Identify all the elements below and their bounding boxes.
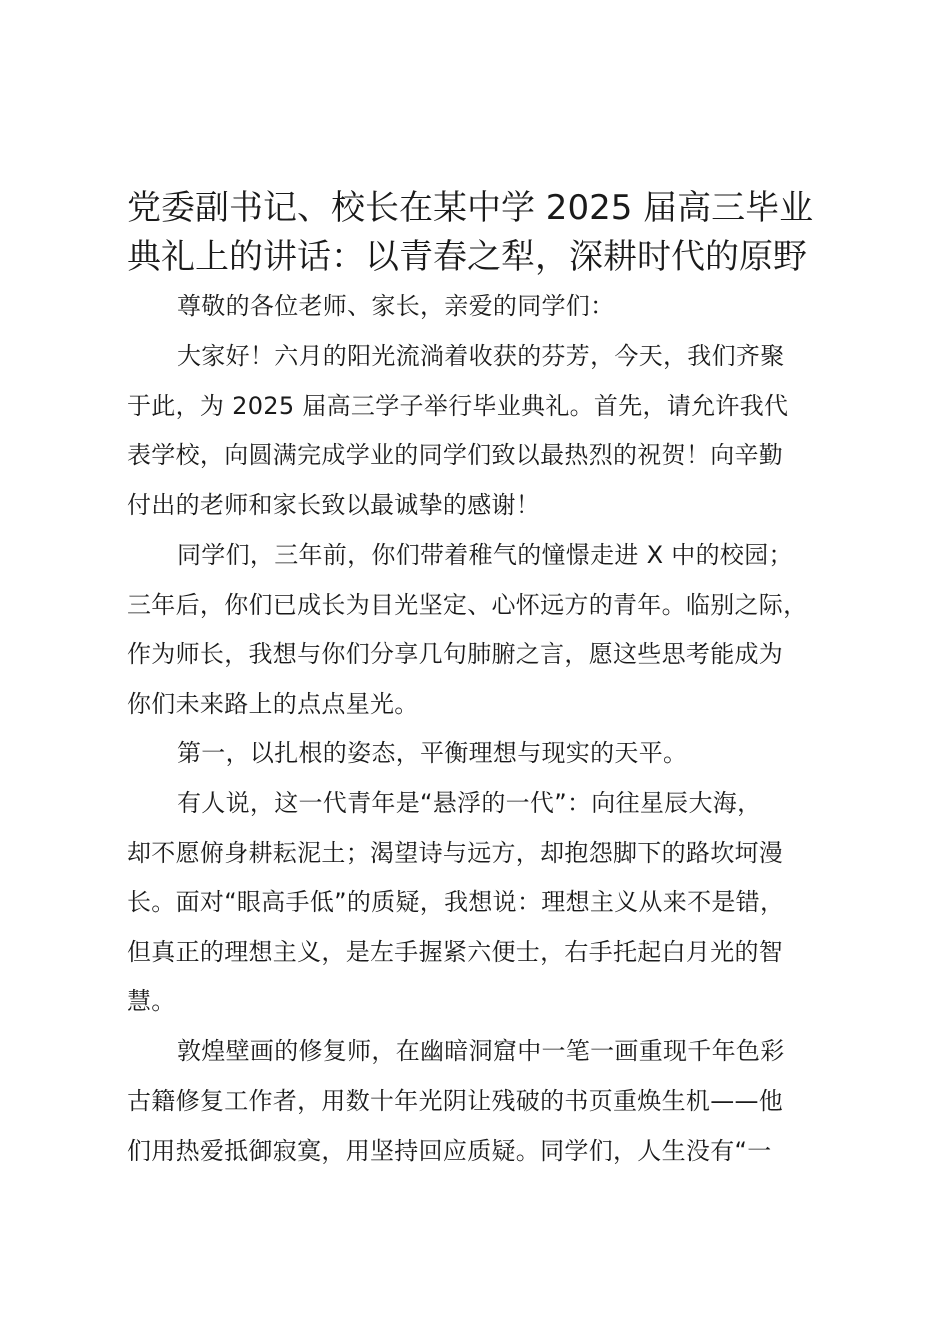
paragraph-line: 作为师长，我想与你们分享几句肺腑之言，愿这些思考能成为 — [127, 640, 784, 668]
paragraph-line: 于此，为 2025 届高三学子举行毕业典礼。首先，请允许我代 — [127, 392, 789, 420]
paragraph-line: 有人说，这一代青年是“悬浮的一代”：向往星辰大海， — [177, 789, 762, 817]
paragraph-line: 大家好！六月的阳光流淌着收获的芬芳，今天，我们齐聚 — [177, 342, 785, 370]
paragraph-line: 却不愿俯身耕耘泥土；渴望诗与远方，却抱怨脚下的路坎坷漫 — [127, 839, 784, 867]
paragraph-line: 三年后，你们已成长为目光坚定、心怀远方的青年。临别之际， — [127, 591, 808, 619]
paragraph-line: 付出的老师和家长致以最诚挚的感谢！ — [127, 491, 541, 519]
section-heading: 第一，以扎根的姿态，平衡理想与现实的天平。 — [177, 739, 688, 767]
document-title-line-2: 典礼上的讲话：以青春之犁，深耕时代的原野 — [127, 237, 807, 277]
paragraph-line: 但真正的理想主义，是左手握紧六便士，右手托起白月光的智 — [127, 938, 784, 966]
paragraph-line: 你们未来路上的点点星光。 — [127, 690, 419, 718]
paragraph-line: 长。面对“眼高手低”的质疑，我想说：理想主义从来不是错， — [127, 888, 785, 916]
paragraph-line: 同学们，三年前，你们带着稚气的憧憬走进 X 中的校园； — [177, 541, 793, 569]
paragraph-line: 慧。 — [127, 987, 176, 1015]
salutation: 尊敬的各位老师、家长，亲爱的同学们： — [177, 292, 615, 320]
paragraph-line: 表学校，向圆满完成学业的同学们致以最热烈的祝贺！向辛勤 — [127, 441, 784, 469]
paragraph-line: 们用热爱抵御寂寞，用坚持回应质疑。同学们，人生没有“一 — [127, 1137, 772, 1165]
document-title-line-1: 党委副书记、校长在某中学 2025 届高三毕业 — [127, 188, 814, 228]
paragraph-line: 敦煌壁画的修复师，在幽暗洞窟中一笔一画重现千年色彩 — [177, 1037, 785, 1065]
paragraph-line: 古籍修复工作者，用数十年光阴让残破的书页重焕生机——他 — [127, 1087, 784, 1115]
